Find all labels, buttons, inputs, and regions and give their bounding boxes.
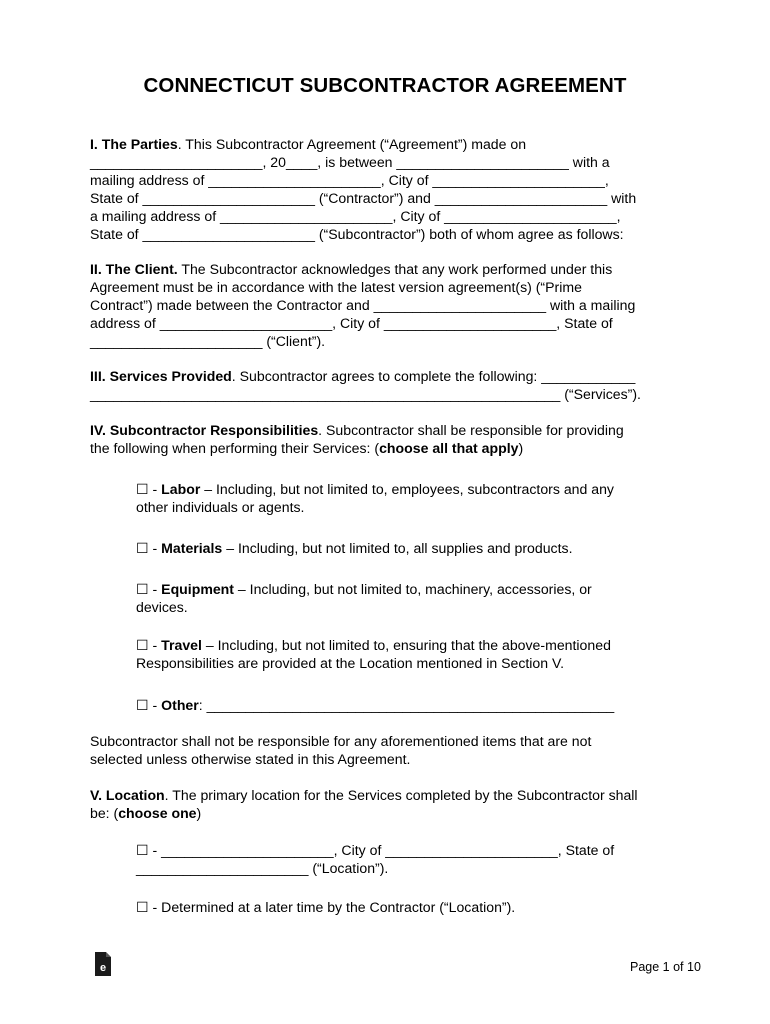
checkbox-icon[interactable]: ☐ -: [136, 481, 162, 497]
section-location: [90, 786, 680, 822]
document-title: CONNECTICUT SUBCONTRACTOR AGREEMENT: [143, 74, 627, 97]
responsibility-item-other[interactable]: ☐ - Other: ____________________________________________________: [136, 697, 615, 713]
section-parties: [90, 135, 680, 243]
parties-line-3: mailing address of ______________________, City of ______________________,: [90, 172, 609, 188]
location-heading: V. Location: [90, 787, 165, 803]
responsibility-item-travel[interactable]: ☐ - Travel – Including, but not limited to, ensuring that the above-mentioned Responsibilities are provided at the Location mentioned in Section V.: [136, 637, 611, 671]
responsibility-item-materials[interactable]: ☐ - Materials – Including, but not limited to, all supplies and products.: [136, 540, 573, 556]
parties-line-1: I. The Parties. This Subcontractor Agreement (“Agreement”) made on: [90, 136, 527, 152]
client-line-1: II. The Client. The Subcontractor acknowledges that any work performed under this: [90, 261, 613, 277]
parties-heading: I. The Parties: [90, 136, 178, 152]
client-line-3: Contract”) made between the Contractor and ______________________ with a mailing: [90, 297, 636, 313]
section-client: [90, 260, 680, 350]
client-line-5: ______________________ (“Client”).: [90, 333, 326, 349]
responsibility-item-labor[interactable]: ☐ - Labor – Including, but not limited to, employees, subcontractors and any other individuals or agents.: [136, 481, 614, 515]
location-option-address[interactable]: ☐ - ______________________, City of ______________________, State of ______________________ (“Location”).: [136, 842, 615, 876]
section-responsibilities: [90, 421, 680, 457]
services-heading: III. Services Provided: [90, 368, 232, 384]
checkbox-icon[interactable]: ☐ -: [136, 581, 162, 597]
responsibility-item-equipment[interactable]: ☐ - Equipment – Including, but not limited to, machinery, accessories, or devices.: [136, 581, 592, 615]
checkbox-icon[interactable]: ☐ -: [136, 637, 162, 653]
parties-line-4: State of ______________________ (“Contractor”) and ______________________ with: [90, 190, 637, 206]
parties-line-5: a mailing address of ______________________, City of ______________________,: [90, 208, 621, 224]
section-services: [90, 367, 680, 403]
location-line-2: be: (choose one): [90, 805, 202, 821]
svg-text:e: e: [99, 962, 107, 974]
services-line-2: ____________________________________________________________ (“Services”).: [90, 386, 641, 402]
services-line-1: III. Services Provided. Subcontractor agrees to complete the following: ____________: [90, 368, 636, 384]
responsibilities-line-2: the following when performing their Services: (choose all that apply): [90, 440, 524, 456]
parties-line-6: State of ______________________ (“Subcontractor”) both of whom agree as follows:: [90, 226, 624, 242]
responsibilities-heading: IV. Subcontractor Responsibilities: [90, 422, 319, 438]
checkbox-icon[interactable]: ☐ -: [136, 697, 162, 713]
location-line-1: V. Location. The primary location for the Services completed by the Subcontractor shall: [90, 787, 638, 803]
location-option-later[interactable]: ☐ - Determined at a later time by the Contractor (“Location”).: [136, 899, 516, 915]
client-heading: II. The Client.: [90, 261, 178, 277]
responsibilities-line-1: IV. Subcontractor Responsibilities. Subcontractor shall be responsible for providing: [90, 422, 624, 438]
client-line-2: Agreement must be in accordance with the latest version agreement(s) (“Prime: [90, 279, 582, 295]
page-number: Page 1 of 10: [630, 960, 701, 974]
parties-line-2: ______________________, 20____, is between ______________________ with a: [90, 154, 610, 170]
client-line-4: address of ______________________, City of ______________________, State of: [90, 315, 613, 331]
checkbox-icon[interactable]: ☐ -: [136, 540, 162, 556]
eforms-logo-icon: [94, 952, 112, 976]
responsibilities-note: Subcontractor shall not be responsible for any aforementioned items that are not selected unless otherwise stated in this Agreement.: [90, 733, 592, 767]
